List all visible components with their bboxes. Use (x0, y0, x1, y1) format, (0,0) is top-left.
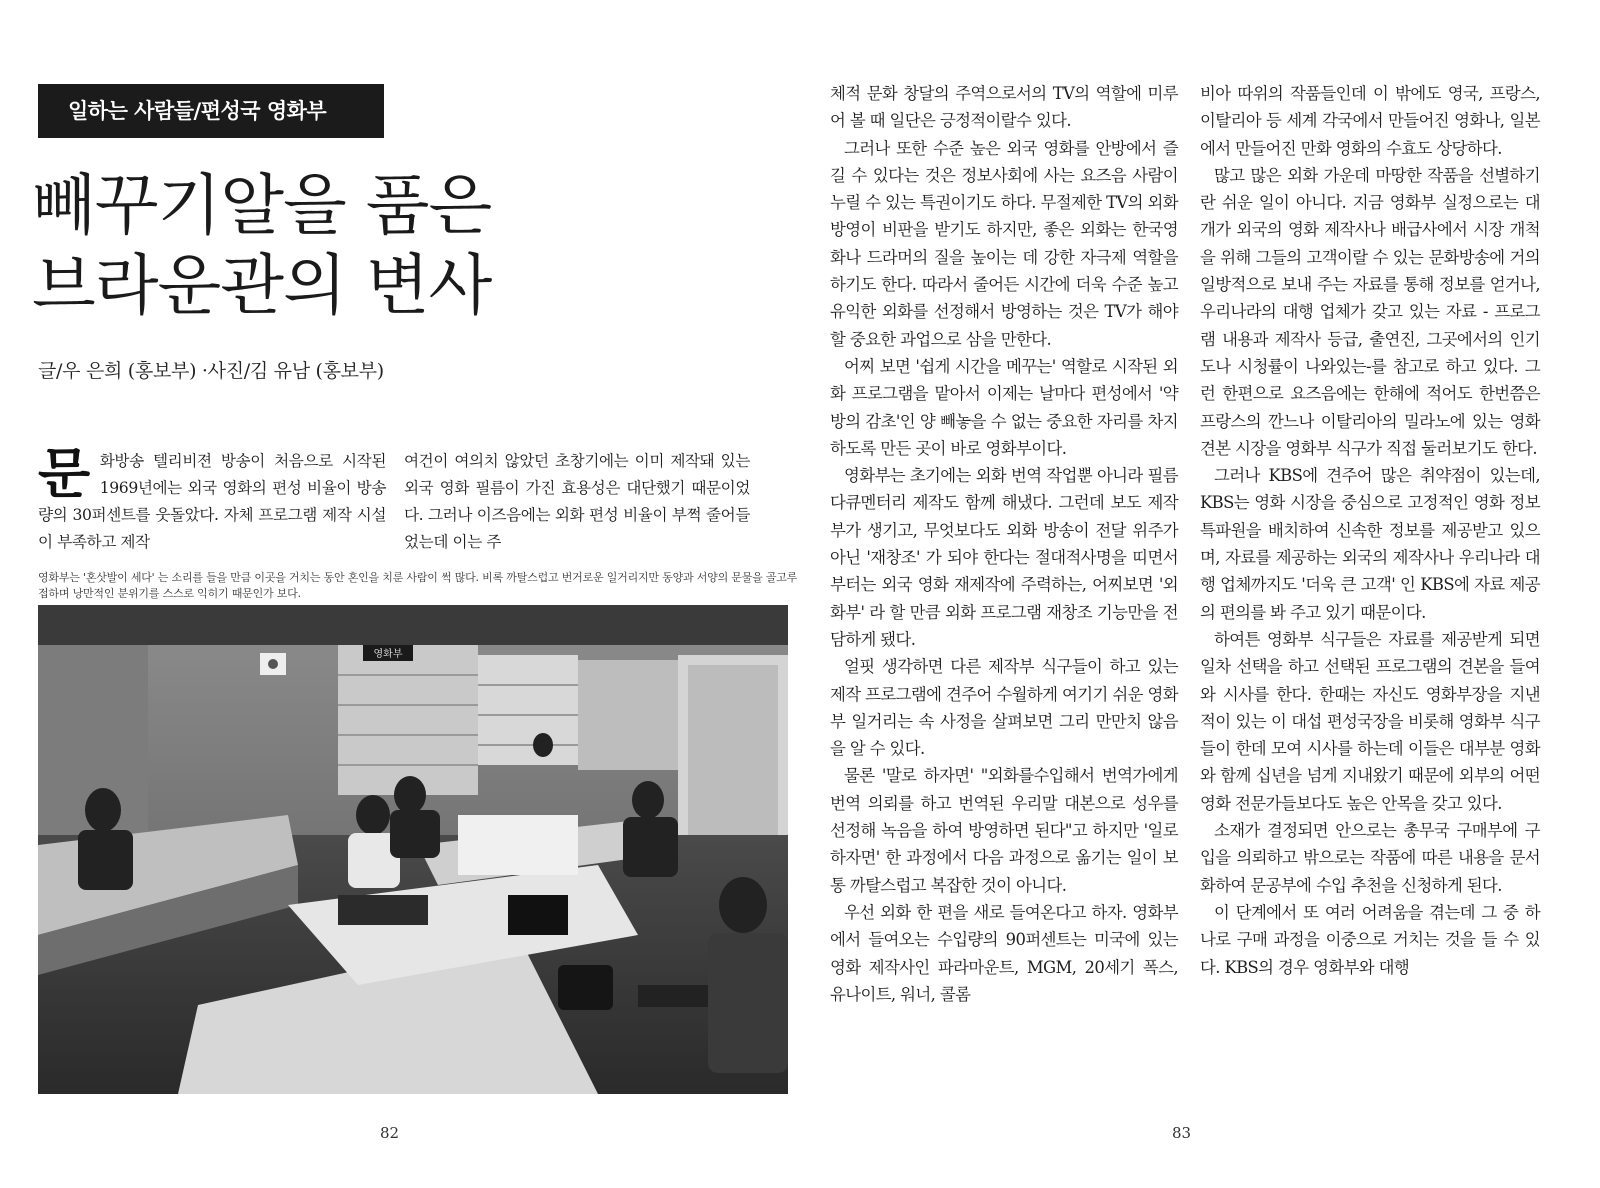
paragraph: 그러나 KBS에 견주어 많은 취약점이 있는데, KBS는 영화 시장을 중심으로 고정적인 영화 정보 특파원을 배치하여 신속한 정보를 제공받고 있으며, 자료를 제공하는 외국의 제작사나 우리나라 대행 업체까지도 '더욱 큰 고객' 인 KBS에 자료 제공의 편의를 봐 주고 있기 때문이다. (1200, 466, 1540, 622)
paragraph: 어찌 보면 '쉽게 시간을 메꾸는' 역할로 시작된 외화 프로그램을 맡아서 이제는 날마다 편성에서 '약방의 감초'인 양 빼놓을 수 없는 중요한 자리를 차지하도록 만든 곳이 바로 영화부이다. (830, 356, 1178, 458)
byline: 글/우 은희 (홍보부) ·사진/김 유남 (홍보부) (38, 360, 384, 382)
paragraph: 비아 따위의 작품들인데 이 밖에도 영국, 프랑스, 이탈리아 등 세계 각국에서 만들어진 영화나, 일본에서 만들어진 만화 영화의 수효도 상당하다. (1200, 84, 1540, 158)
intro-column-2 (404, 448, 750, 556)
paragraph: 많고 많은 외화 가운데 마땅한 작품을 선별하기란 쉬운 일이 아니다. 지금 영화부 실정으로는 대개가 외국의 영화 제작사나 배급사에서 시장 개척을 위해 그들의 고객이랄 수 있는 문화방송에 거의 일방적으로 보내 주는 자료를 통해 정보를 얻거나, 우리나라의 대행 업체가 갖고 있는 자료 - 프로그램 내용과 제작사 등급, 출연진, 그곳에서의 인기도나 시청률이 나와있는-를 참고로 하고 있다. 그런 한편으로 요즈음에는 한해에 적어도 한번쯤은 프랑스의 깐느나 이탈리아의 밀라노에 있는 영화 견본 시장을 영화부 식구가 직접 둘러보기도 한다. (1200, 165, 1540, 458)
paragraph: 그러나 또한 수준 높은 외국 영화를 안방에서 즐길 수 있다는 것은 정보사회에 사는 요즈음 사람이 누릴 수 있는 특권이기도 하다. 무절제한 TV의 외화 방영이 비판을 받기도 하지만, 좋은 외화는 한국영화나 드라머의 질을 높이는 데 강한 자극제 역할을 하기도 한다. 따라서 줄어든 시간에 더욱 수준 높고 유익한 외화를 선정해서 방영하는 것은 TV가 해야 할 중요한 과업으로 삼을 만한다. (830, 138, 1178, 349)
body-column-2 (1200, 80, 1540, 981)
intro-text-2: 여건이 여의치 않았던 초창기에는 이미 제작돼 있는 외국 영화 필름이 가진 효용성은 대단했기 때문이었다. 그러나 이즈음에는 외화 편성 비율이 부쩍 줄어들었는데 이는 주 (404, 452, 750, 551)
headline-line-1: 빼꾸기알을 품은 (32, 167, 492, 244)
paragraph: 이 단계에서 또 여러 어려움을 겪는데 그 중 하나로 구매 과정을 이중으로 거치는 것을 들 수 있다. KBS의 경우 영화부와 대행 (1200, 902, 1540, 977)
paragraph: 체적 문화 창달의 주역으로서의 TV의 역할에 미루어 볼 때 일단은 긍정적이랄수 있다. (830, 84, 1178, 131)
body-column-1 (830, 80, 1178, 1008)
intro-column-1 (38, 441, 386, 556)
office-photo-illustration (38, 605, 788, 1094)
section-label: 일하는 사람들/편성국 영화부 (38, 84, 384, 138)
right-page (800, 0, 1600, 1188)
paragraph: 소재가 결정되면 안으로는 총무국 구매부에 구입을 의뢰하고 밖으로는 작품에 따른 내용을 문서화하여 문공부에 수입 추천을 신청하게 된다. (1200, 821, 1540, 895)
page-number-left: 82 (380, 1124, 400, 1142)
headline (32, 166, 732, 326)
page-number-right: 83 (1172, 1124, 1192, 1142)
paragraph: 우선 외화 한 편을 새로 들여온다고 하자. 영화부에서 들여오는 수입량의 90퍼센트는 미국에 있는 영화 제작사인 파라마운트, MGM, 20세기 폭스, 유나이트, 워너, 콜롬 (830, 902, 1178, 1004)
paragraph: 영화부는 초기에는 외화 번역 작업뿐 아니라 필름 다큐멘터리 제작도 함께 해냈다. 그런데 보도 제작부가 생기고, 무엇보다도 외화 방송이 전달 위주가 아닌 '재창조' 가 되야 한다는 절대적사명을 띠면서부터는 외국 영화 재제작에 주력하는, 어찌보면 '외화부' 라 할 만큼 외화 프로그램 재창조 기능만을 전담하게 됐다. (830, 466, 1178, 649)
paragraph: 하여튼 영화부 식구들은 자료를 제공받게 되면 일차 선택을 하고 선택된 프로그램의 견본을 들여와 시사를 한다. 한때는 자신도 영화부장을 지낸 적이 있는 이 대섭 편성국장을 비롯해 영화부 식구들이 한데 모여 시사를 하는데 이들은 대부분 영화와 함께 십년을 넘게 지내왔기 때문에 외부의 어떤 영화 전문가들보다도 높은 안목을 갖고 있다. (1200, 629, 1540, 813)
photo-caption: 영화부는 '혼삿발이 세다' 는 소리를 들을 만큼 이곳을 거치는 동안 혼인을 치룬 사람이 썩 많다. 비록 까탈스럽고 번거로운 일거리지만 동양과 서양의 문물을 골고루 접하며 낭만적인 분위기를 스스로 익히기 때문인가 보다. (38, 571, 798, 600)
intro-text-1: 화방송 텔리비젼 방송이 처음으로 시작된 1969년에는 외국 영화의 편성 비율이 방송량의 30퍼센트를 웃돌았다. 자체 프로그램 제작 시설이 부족하고 제작 (38, 452, 386, 551)
office-photo (38, 605, 788, 1094)
headline-line-2: 브라운관의 변사 (32, 247, 492, 324)
wall-sign-label: 영화부 (373, 649, 403, 660)
dropcap: 문 (38, 441, 90, 505)
paragraph: 물론 '말로 하자면' "외화를수입해서 번역가에게 번역 의뢰를 하고 번역된 우리말 대본으로 성우를 선정해 녹음을 하여 방영하면 된다"고 하지만 '일로 하자면' 한 과정에서 다음 과정으로 옮기는 일이 보통 까탈스럽고 복잡한 것이 아니다. (830, 766, 1178, 895)
paragraph: 얼핏 생각하면 다른 제작부 식구들이 하고 있는 제작 프로그램에 견주어 수월하게 여기기 쉬운 영화부 일거리는 속 사정을 살펴보면 그리 만만치 않음을 알 수 있다. (830, 657, 1178, 759)
